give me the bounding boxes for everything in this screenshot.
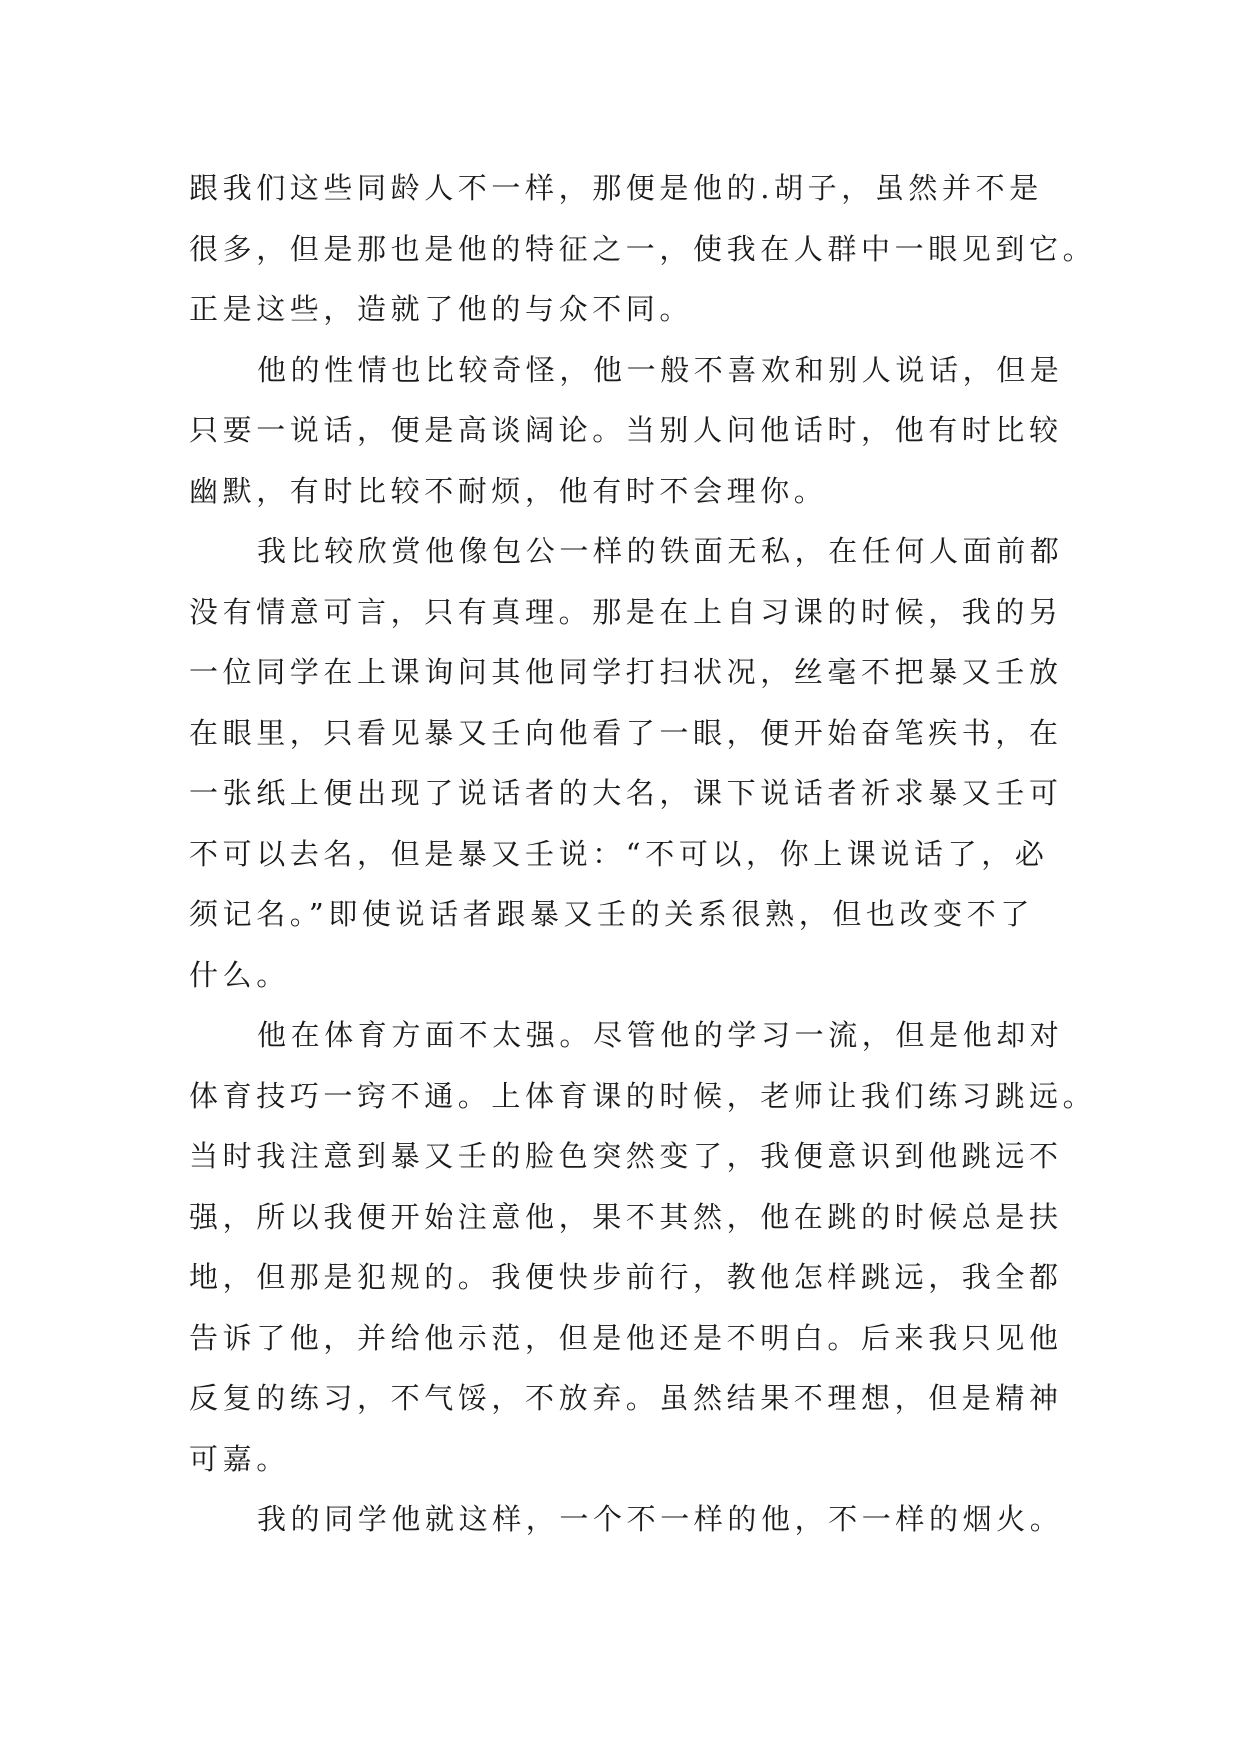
paragraph-3 [189, 521, 1241, 1005]
text-line: 一张纸上便出现了说话者的大名，课下说话者祈求暴又壬可 [189, 776, 1063, 810]
text-line: 在眼里，只看见暴又壬向他看了一眼，便开始奋笔疾书，在 [189, 715, 1063, 750]
text-line: 幽默，有时比较不耐烦，他有时不会理你。 [189, 473, 828, 508]
text-line: 不可以去名，但是暴又壬说：“不可以，你上课说话了，必 [189, 836, 1049, 871]
text-line: 体育技巧一窍不通。上体育课的时候，老师让我们练习跳远。 [189, 1078, 1097, 1113]
text-line: 正是这些，造就了他的与众不同。 [189, 292, 694, 326]
text-line: 反复的练习，不气馁，不放弃。虽然结果不理想，但是精神 [189, 1381, 1063, 1415]
paragraph-4 [189, 1005, 1241, 1489]
text-line: 须记名。”即使说话者跟暴又壬的关系很熟，但也改变不了 [189, 897, 1034, 931]
paragraph-2 [189, 340, 1241, 522]
text-line: 什么。 [189, 957, 290, 992]
text-line: 我的同学他就这样，一个不一样的他，不一样的烟火。 [257, 1502, 1064, 1536]
text-line: 很多，但是那也是他的特征之一，使我在人群中一眼见到它。 [189, 231, 1097, 266]
text-line: 没有情意可言，只有真理。那是在上自习课的时候，我的另 [189, 594, 1063, 629]
paragraph-1 [189, 158, 1241, 340]
document-body [189, 158, 1241, 1550]
text-line: 当时我注意到暴又壬的脸色突然变了，我便意识到他跳远不 [189, 1139, 1063, 1173]
text-line: 他的性情也比较奇怪，他一般不喜欢和别人说话，但是 [257, 352, 1064, 387]
text-line: 只要一说话，便是高谈阔论。当别人问他话时，他有时比较 [189, 413, 1063, 447]
text-line: 强，所以我便开始注意他，果不其然，他在跳的时候总是扶 [189, 1199, 1063, 1234]
text-line: 我比较欣赏他像包公一样的铁面无私，在任何人面前都 [257, 534, 1064, 568]
text-line: 告诉了他，并给他示范，但是他还是不明白。后来我只见他 [189, 1320, 1063, 1355]
text-line: 地，但那是犯规的。我便快步前行，教他怎样跳远，我全都 [189, 1260, 1063, 1294]
paragraph-5 [189, 1489, 1241, 1550]
text-line: 他在体育方面不太强。尽管他的学习一流，但是他却对 [257, 1018, 1064, 1052]
text-line: 可嘉。 [189, 1441, 290, 1476]
text-line: 跟我们这些同龄人不一样，那便是他的.胡子，虽然并不是 [189, 171, 1043, 205]
text-line: 一位同学在上课询问其他同学打扫状况，丝毫不把暴又壬放 [189, 655, 1063, 689]
